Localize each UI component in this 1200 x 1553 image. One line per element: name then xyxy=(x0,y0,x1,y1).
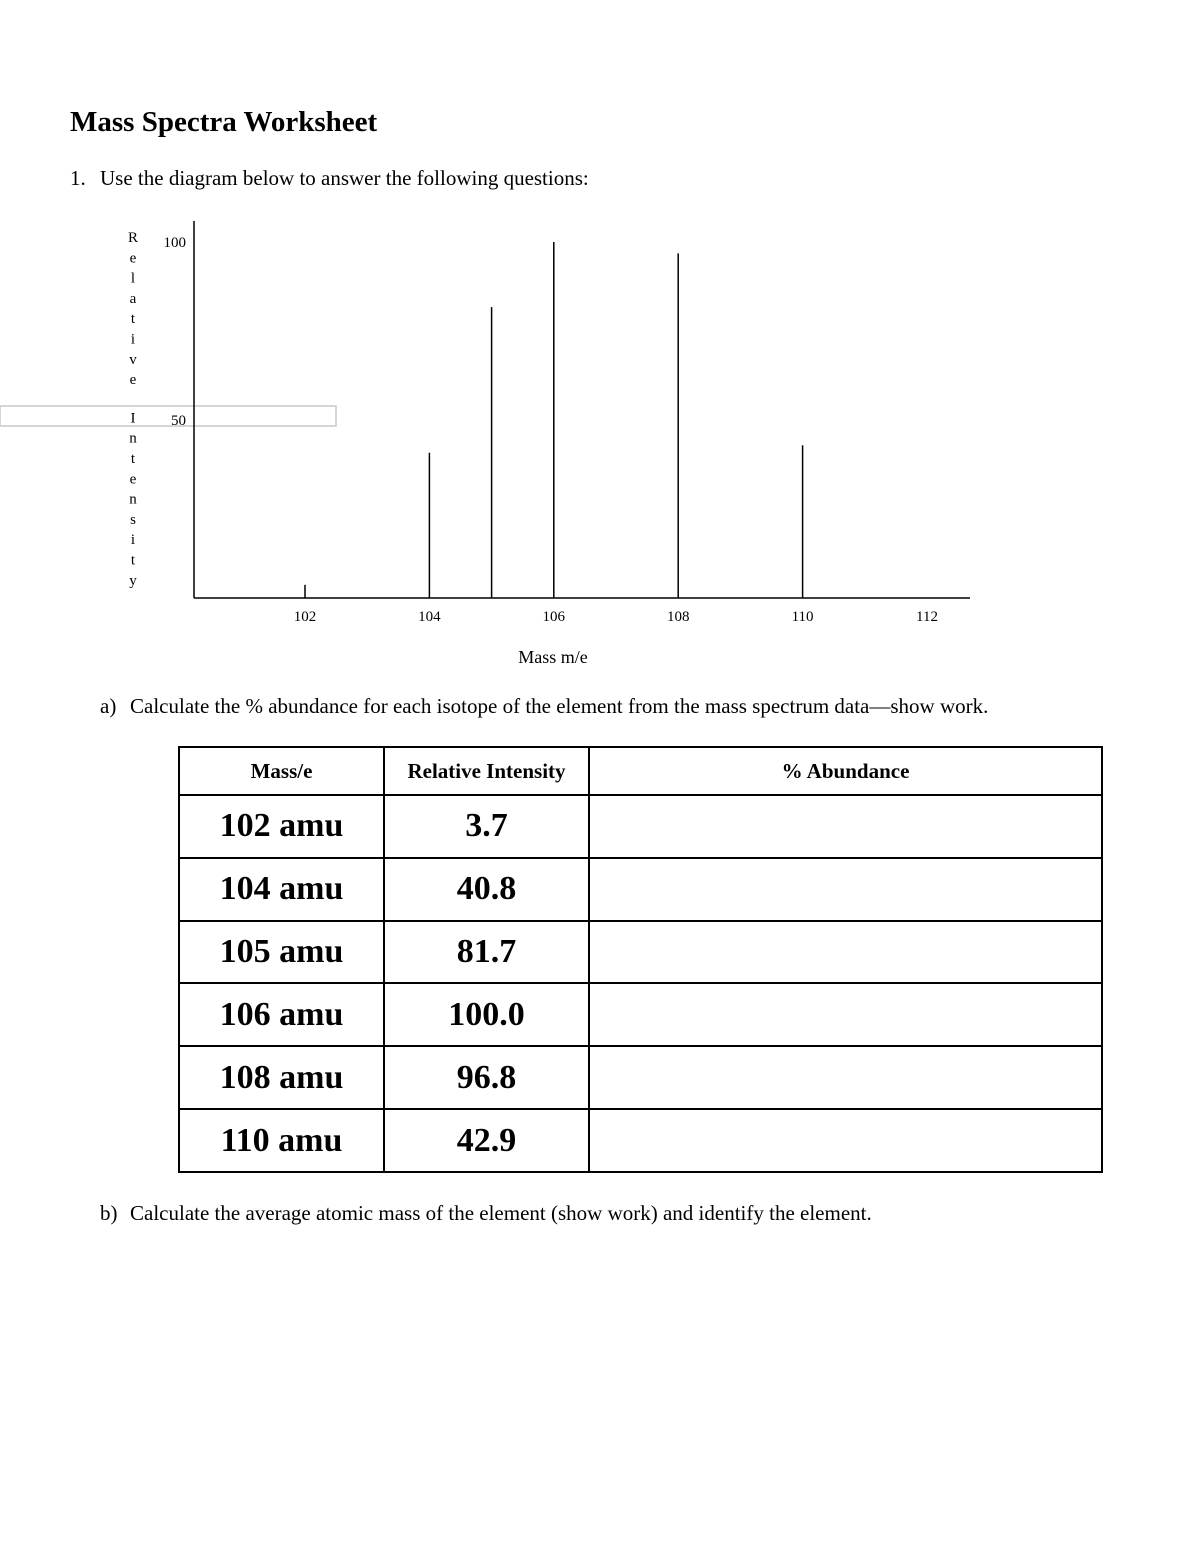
cell-abundance[interactable] xyxy=(589,795,1102,858)
table-row xyxy=(179,858,1102,921)
x-tick-label: 106 xyxy=(542,609,566,625)
cell-mass: 108 amu xyxy=(179,1046,384,1109)
spectrum-peaks xyxy=(305,242,803,598)
table-row xyxy=(179,1046,1102,1109)
part-b xyxy=(100,1201,872,1226)
y-axis-label-letter: e xyxy=(129,372,137,389)
part-b-text: Calculate the average atomic mass of the element (show work) and identify the element. xyxy=(130,1201,872,1225)
header-mass: Mass/e xyxy=(179,747,384,795)
y-tick-labels xyxy=(164,235,187,429)
part-a-text: Calculate the % abundance for each isotope of the element from the mass spectrum data—show work. xyxy=(130,694,989,718)
y-axis-label-letter: I xyxy=(130,410,136,427)
question-text: Use the diagram below to answer the following questions: xyxy=(100,166,589,190)
cell-mass: 105 amu xyxy=(179,921,384,984)
table-row xyxy=(179,983,1102,1046)
part-a-label: a) xyxy=(100,694,117,718)
worksheet-title: Mass Spectra Worksheet xyxy=(70,106,378,138)
y-axis-label-letter: v xyxy=(129,351,137,368)
cell-mass: 110 amu xyxy=(179,1109,384,1172)
header-percent-abundance: % Abundance xyxy=(589,747,1102,795)
y-axis-label-letter: i xyxy=(130,532,136,549)
x-tick-label: 104 xyxy=(418,609,441,625)
y-axis-label-letter: a xyxy=(129,290,137,307)
y-axis-label-letter: n xyxy=(129,430,137,447)
cell-intensity: 100.0 xyxy=(384,983,589,1046)
x-tick-label: 112 xyxy=(916,609,938,625)
empty-text-box xyxy=(0,406,336,426)
y-axis-label-letter: y xyxy=(129,572,137,589)
cell-intensity: 42.9 xyxy=(384,1109,589,1172)
cell-intensity: 96.8 xyxy=(384,1046,589,1109)
y-axis-label-letter: t xyxy=(130,311,136,328)
cell-intensity: 40.8 xyxy=(384,858,589,921)
cell-mass: 106 amu xyxy=(179,983,384,1046)
cell-intensity: 81.7 xyxy=(384,921,589,984)
mass-spectrum-chart xyxy=(0,0,1200,680)
part-b-label: b) xyxy=(100,1201,118,1225)
cell-abundance[interactable] xyxy=(589,858,1102,921)
cell-abundance[interactable] xyxy=(589,921,1102,984)
x-tick-label: 110 xyxy=(791,609,814,625)
x-axis-label: Mass m/e xyxy=(518,647,588,667)
y-axis-label-letter: n xyxy=(129,491,137,508)
table-row xyxy=(179,1109,1102,1172)
y-tick-label: 50 xyxy=(171,413,186,429)
x-tick-label: 102 xyxy=(293,609,317,625)
abundance-table xyxy=(178,746,1103,1173)
y-axis-label xyxy=(128,230,138,589)
cell-intensity: 3.7 xyxy=(384,795,589,858)
cell-abundance[interactable] xyxy=(589,983,1102,1046)
x-tick-label: 108 xyxy=(666,609,690,625)
y-axis-label-letter: t xyxy=(130,552,136,569)
y-axis-label-letter: R xyxy=(127,230,139,246)
y-axis-label-letter: e xyxy=(129,250,137,267)
cell-abundance[interactable] xyxy=(589,1046,1102,1109)
cell-mass: 104 amu xyxy=(179,858,384,921)
header-relative-intensity: Relative Intensity xyxy=(384,747,589,795)
table-row xyxy=(179,921,1102,984)
y-axis-label-letter: i xyxy=(130,331,136,348)
cell-mass: 102 amu xyxy=(179,795,384,858)
question-number: 1. xyxy=(70,166,86,190)
y-axis-label-letter: e xyxy=(129,471,137,488)
y-axis-label-letter: s xyxy=(130,511,136,528)
x-tick-labels xyxy=(294,609,938,625)
cell-abundance[interactable] xyxy=(589,1109,1102,1172)
y-axis-label-letter: t xyxy=(130,451,136,467)
table-header-row xyxy=(179,747,1102,795)
y-tick-label: 100 xyxy=(163,235,186,251)
part-a xyxy=(100,694,988,719)
y-axis-label-letter: l xyxy=(130,270,136,287)
table-row xyxy=(179,795,1102,858)
